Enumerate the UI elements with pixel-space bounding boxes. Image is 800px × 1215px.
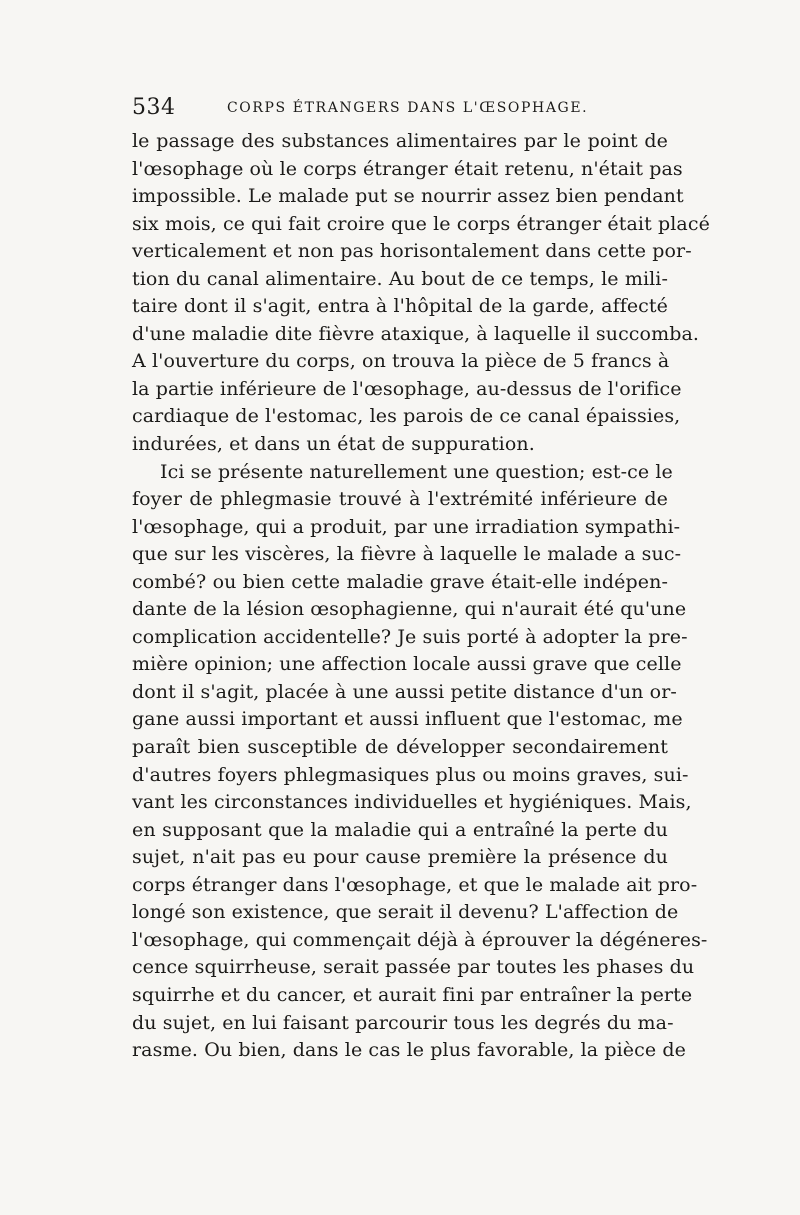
text-line: paraît bien susceptible de développer secondairement — [132, 736, 668, 759]
page-header — [132, 95, 668, 121]
text-line: longé son existence, que serait il devenu? L'affection de — [132, 901, 679, 924]
text-line: A l'ouverture du corps, on trouva la pièce de 5 francs à — [132, 350, 670, 373]
text-line: le passage des substances alimentaires par le point de — [132, 130, 668, 152]
text-line: verticalement et non pas horisontalement dans cette por- — [132, 240, 692, 263]
text-line: complication accidentelle? Je suis porté à adopter la pre- — [132, 625, 688, 648]
text-line: l'œsophage, qui commençait déjà à éprouver la dégéneres- — [132, 928, 708, 951]
text-line: la partie inférieure de l'œsophage, au-dessus de l'orifice — [132, 377, 682, 400]
text-line: en supposant que la maladie qui a entraîné la perte du — [132, 818, 668, 841]
paragraph-start-line: Ici se présente naturellement une question; est-ce le — [160, 460, 673, 483]
text-line: d'autres foyers phlegmasiques plus ou moins graves, sui- — [132, 763, 689, 786]
text-line: vant les circonstances individuelles et hygiéniques. Mais, — [132, 791, 692, 814]
text-line: taire dont il s'agit, entra à l'hôpital de la garde, affecté — [132, 295, 668, 318]
running-title: CORPS ÉTRANGERS DANS L'ŒSOPHAGE. — [227, 100, 589, 116]
text-line: dont il s'agit, placée à une aussi petite distance d'un or- — [132, 680, 677, 703]
paragraph-end-line: indurées, et dans un état de suppuration. — [132, 433, 535, 456]
text-line: mière opinion; une affection locale aussi grave que celle — [132, 653, 682, 676]
text-line: corps étranger dans l'œsophage, et que le malade ait pro- — [132, 873, 698, 896]
text-line: rasme. Ou bien, dans le cas le plus favorable, la pièce de — [132, 1039, 686, 1062]
text-line: l'œsophage où le corps étranger était retenu, n'était pas — [132, 157, 683, 180]
page-number: 534 — [132, 95, 176, 120]
text-line: gane aussi important et aussi influent que l'estomac, me — [132, 708, 683, 731]
text-line: sujet, n'ait pas eu pour cause première la présence du — [132, 846, 668, 869]
text-line: cence squirrheuse, serait passée par toutes les phases du — [132, 956, 695, 979]
text-line: tion du canal alimentaire. Au bout de ce temps, le mili- — [132, 267, 668, 290]
text-line: que sur les viscères, la fièvre à laquelle le malade a suc- — [132, 543, 682, 566]
text-line: squirrhe et du cancer, et aurait fini par entraîner la perte — [132, 983, 693, 1006]
text-line: du sujet, en lui faisant parcourir tous les degrés du ma- — [132, 1011, 674, 1034]
text-line: impossible. Le malade put se nourrir assez bien pendant — [132, 185, 684, 208]
text-line: combé? ou bien cette maladie grave était-elle indépen- — [132, 570, 668, 593]
text-line: cardiaque de l'estomac, les parois de ce canal épaissies, — [132, 405, 681, 428]
body-text — [132, 128, 710, 1065]
text-line: dante de la lésion œsophagienne, qui n'aurait été qu'une — [132, 598, 687, 621]
text-line: foyer de phlegmasie trouvé à l'extrémité inférieure de — [132, 488, 668, 511]
text-line: l'œsophage, qui a produit, par une irradiation sympathi- — [132, 515, 681, 538]
text-line: six mois, ce qui fait croire que le corps étranger était placé — [132, 212, 710, 235]
text-line: d'une maladie dite fièvre ataxique, à laquelle il succomba. — [132, 322, 700, 345]
